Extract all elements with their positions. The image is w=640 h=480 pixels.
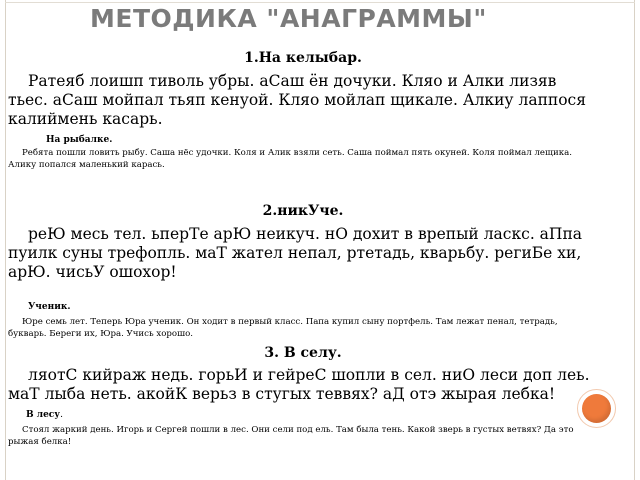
section-2-answer-heading: Ученик. — [28, 302, 71, 312]
section-3-scrambled-text: ляотС кийраж недь. горьИ и гейреС шопли в сел. ниО леси доп леь. маТ лыба неть. акойК верьз в стугых теввях? аД отэ жырая лебка! — [8, 366, 590, 403]
slide-content — [8, 50, 598, 448]
orange-circle-icon — [582, 394, 611, 423]
section-2-heading: 2.никУче. — [262, 203, 344, 219]
section-3-answer-heading — [8, 410, 598, 420]
left-border — [5, 0, 6, 480]
section-2-answer-text: Юре семь лет. Теперь Юра ученик. Он ходит в первый класс. Папа купил сыну портфель. Там лежат пенал, тетрадь, букварь. Береги их, Юра. Учись хорошо. — [8, 317, 558, 339]
section-3-answer-heading-text: В лесу — [26, 410, 61, 420]
section-3-heading: 3. В селу. — [264, 345, 342, 361]
section-1-heading: 1.На келыбар. — [244, 50, 362, 66]
top-border — [5, 2, 635, 3]
right-border — [634, 0, 635, 480]
section-1-scrambled-text: Ратеяб лоишп тиволь убры. аСаш ён дочуки. Кляо и Алки лизяв тьес. аСаш мойпал тьяп кенуой. Кляо мойлап щикале. Алкиу лаппося калиймень касарь. — [8, 72, 587, 128]
section-3-answer-text: Стоял жаркий день. Игорь и Сергей пошли в лес. Они сели под ель. Там была тень. Какой зверь в густых ветвях? Да это рыжая белка! — [8, 425, 574, 447]
slide-title: МЕТОДИКА "АНАГРАММЫ" — [90, 4, 487, 33]
section-1-answer-text: Ребята пошли ловить рыбу. Саша нёс удочки. Коля и Алик взяли сеть. Саша поймал пять окуней. Коля поймал лещика. Алику попался маленький карась. — [8, 148, 572, 170]
section-1-answer-heading: На рыбалке. — [46, 135, 113, 145]
section-2-scrambled-text: реЮ месь тел. ьперТе арЮ неикуч. нО дохит в врепый ласкс. аПпа пуилк суны трефопль. маТ жател непал, ртетадь, кварьбу. региБе хи, арЮ. чисьУ ошохор! — [8, 225, 583, 281]
section-3-answer-heading-period: . — [60, 410, 63, 420]
